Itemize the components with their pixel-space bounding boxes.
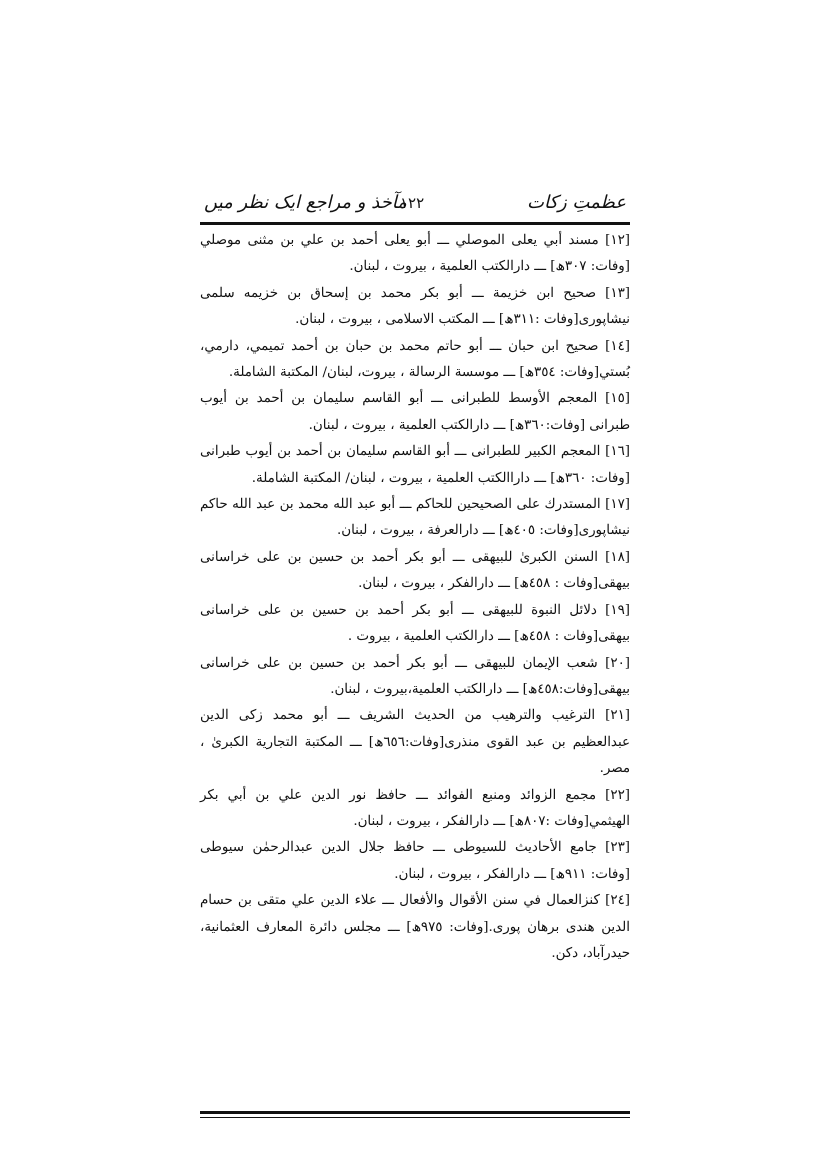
bibliography-entry: [٢٤] كنزالعمال في سنن الأقوال والأفعال ـــ علاء الدين علي متقى بن حسام الدين هندى برهان پورى.[وفات: ٩٧٥ھ] ـــ مجلس دائرة المعارف العثمانية، حيدرآباد، دكن. xyxy=(200,893,630,961)
page-number: ۱۲۲ xyxy=(400,194,425,212)
bibliography-entry: [١٧] المستدرك على الصحيحين للحاكم ـــ أبو عبد الله محمد بن عبد الله حاكم نيشاپوری[وفات: ٤٠٥ھ] ـــ دارالعرفة ، بيروت ، لبنان. xyxy=(200,497,630,539)
running-header xyxy=(200,188,630,224)
bibliography-entry: [١٣] صحيح ابن خزيمة ـــ أبو بكر محمد بن إسحاق بن خزيمه سلمى نيشاپوری[وفات :٣١١ھ] ـــ المكتب الاسلامى ، بيروت ، لبنان. xyxy=(200,285,630,328)
bibliography-entry: [٢١] الترغيب والترهيب من الحديث الشريف ـــ أبو محمد زكى الدين عبدالعظيم بن عبد القوى منذرى[وفات:٦٥٦ھ] ـــ المكتبة التجارية الكبرىٰ ، مصر. xyxy=(200,708,630,777)
bibliography-entry: [٢٣] جامع الأحاديث للسيوطى ـــ حافظ جلال الدين عبدالرحمٰن سيوطى [وفات: ٩١١ھ] ـــ دارالفكر ، بيروت ، لبنان. xyxy=(200,840,630,882)
bibliography-list xyxy=(200,228,630,967)
header-rule xyxy=(200,222,630,225)
book-page xyxy=(200,188,630,961)
footer-rule-thick xyxy=(200,1111,630,1114)
bibliography-entry: [١٤] صحيح ابن حبان ـــ أبو حاتم محمد بن حبان بن أحمد تميمي، دارمي، بُستي[وفات: ٣٥٤ھ] ـــ موسسة الرسالة ، بيروت، لبنان/ المكتبة الشاملة. xyxy=(200,338,630,381)
book-title: عظمتِ زکات xyxy=(527,192,626,213)
bibliography-entry: [١٢] مسند أبي يعلى الموصلي ـــ أبو يعلى أحمد بن علي بن مثنى موصلي [وفات: ٣٠٧ھ] ـــ دارالكتب العلمية ، بيروت ، لبنان. xyxy=(200,233,630,275)
bibliography-entry: [١٥] المعجم الأوسط للطبرانى ـــ أبو القاسم سليمان بن أحمد بن أيوب طبرانى [وفات:٣٦٠ھ] ـــ دارالكتب العلمية ، بيروت ، لبنان. xyxy=(200,391,630,433)
footer-rule-thin xyxy=(200,1117,630,1118)
bibliography-entry: [٢٠] شعب الإيمان للبيهقى ـــ أبو بكر أحمد بن حسين بن على خراسانى بيهقى[وفات:٤٥٨ھ] ـــ دارالكتب العلمية،بيروت ، لبنان. xyxy=(200,655,630,697)
bibliography-entry: [١٦] المعجم الكبير للطبرانى ـــ أبو القاسم سليمان بن أحمد بن أيوب طبرانى [وفات: ٣٦٠ھ] ـــ داراالكتب العلمية ، بيروت ، لبنان/ المكتبة الشاملة. xyxy=(200,444,630,486)
bibliography-entry: [١٩] دلائل النبوة للبيهقى ـــ أبو بكر أحمد بن حسين بن على خراسانى بيهقى[وفات : ٤٥٨ھ] ـــ دارالكتب العلمية ، بيروت . xyxy=(200,602,630,645)
chapter-title: مآخذ و مراجع ایک نظر میں xyxy=(204,192,407,213)
bibliography-entry: [٢٢] مجمع الزوائد ومنبع الفوائد ـــ حافظ نور الدين علي بن أبي بكر الهيثمي[وفات :٨٠٧ھ] ـــ دارالفكر ، بيروت ، لبنان. xyxy=(200,787,630,829)
bibliography-entry: [١٨] السنن الكبرىٰ للبيهقى ـــ أبو بكر أحمد بن حسين بن على خراسانى بيهقى[وفات : ٤٥٨ھ] ـــ دارالفكر ، بيروت ، لبنان. xyxy=(200,549,630,592)
